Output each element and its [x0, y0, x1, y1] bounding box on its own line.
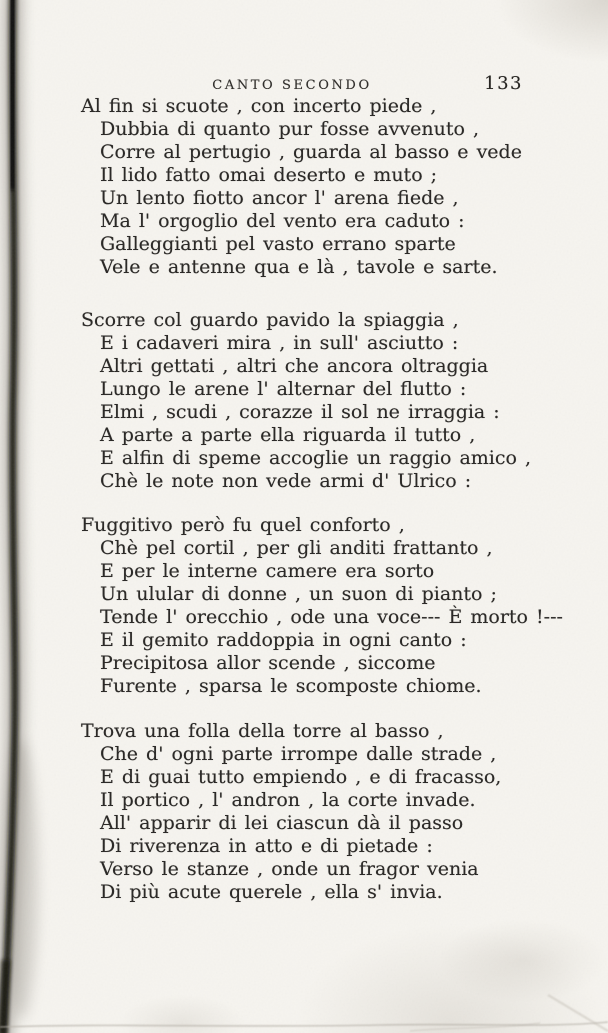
verse-line: Verso le stanze , onde un fragor venia [100, 858, 479, 880]
running-header [83, 75, 525, 95]
binding-shadow [0, 0, 60, 1033]
verse-line: Il portico , l' andron , la corte invade. [100, 789, 476, 811]
stanza-4 [81, 720, 581, 904]
verse-line: Dubbia di quanto pur fosse avvenuto , [100, 118, 480, 140]
verse-line: Trova una folla della torre al basso , [81, 720, 444, 742]
verse-line: E per le interne camere era sorto [100, 560, 435, 582]
chapter-title: CANTO SECONDO [212, 78, 372, 93]
verse-line: Chè pel cortil , per gli anditi frattanto , [100, 537, 493, 559]
verse-line: Elmi , scudi , corazze il sol ne irraggia : [100, 401, 500, 423]
verse-line: Altri gettati , altri che ancora oltraggia [100, 355, 489, 377]
verse-line: Scorre col guardo pavido la spiaggia , [81, 309, 459, 331]
verse-line: Che d' ogni parte irrompe dalle strade , [100, 743, 497, 765]
stanza-3 [81, 514, 581, 698]
verse-line: Al fin si scuote , con incerto piede , [81, 95, 437, 117]
verse-line: Vele e antenne qua e là , tavole e sarte. [100, 256, 498, 278]
stanza-1 [81, 95, 581, 279]
verse-line: Precipitosa allor scende , siccome [100, 652, 436, 674]
verse-line: Furente , sparsa le scomposte chiome. [100, 675, 482, 697]
verse-line: Tende l' orecchio , ode una voce--- È morto !--- [100, 606, 563, 628]
verse-line: Chè le note non vede armi d' Ulrico : [100, 470, 472, 492]
verse-line: Lungo le arene l' alternar del flutto : [100, 378, 467, 400]
verse-line: E di guai tutto empiendo , e di fracasso, [100, 766, 502, 788]
verse-line: A parte a parte ella riguarda il tutto , [100, 424, 476, 446]
stanza-2 [81, 309, 581, 493]
page-number: 133 [484, 73, 523, 94]
verse-line: Galleggianti pel vasto errano sparte [100, 233, 456, 255]
verse-line: E alfin di speme accoglie un raggio amico , [100, 447, 532, 469]
verse-line: Di riverenza in atto e di pietade : [100, 835, 433, 857]
verse-line: Un ulular di donne , un suon di pianto ; [100, 583, 497, 605]
verse-line: Di più acute querele , ella s' invia. [100, 881, 443, 903]
verse-line: All' apparir di lei ciascun dà il passo [100, 812, 464, 834]
verse-line: Ma l' orgoglio del vento era caduto : [100, 210, 465, 232]
bottom-edge-artifact [0, 993, 608, 1033]
verse-line: Un lento fiotto ancor l' arena fiede , [100, 187, 459, 209]
verse-line: E i cadaveri mira , in sull' asciutto : [100, 332, 459, 354]
verse-line: E il gemito raddoppia in ogni canto : [100, 629, 467, 651]
verse-line: Fuggitivo però fu quel conforto , [81, 514, 405, 536]
verse-line: Il lido fatto omai deserto e muto ; [100, 164, 438, 186]
verse-line: Corre al pertugio , guarda al basso e vede [100, 141, 522, 163]
